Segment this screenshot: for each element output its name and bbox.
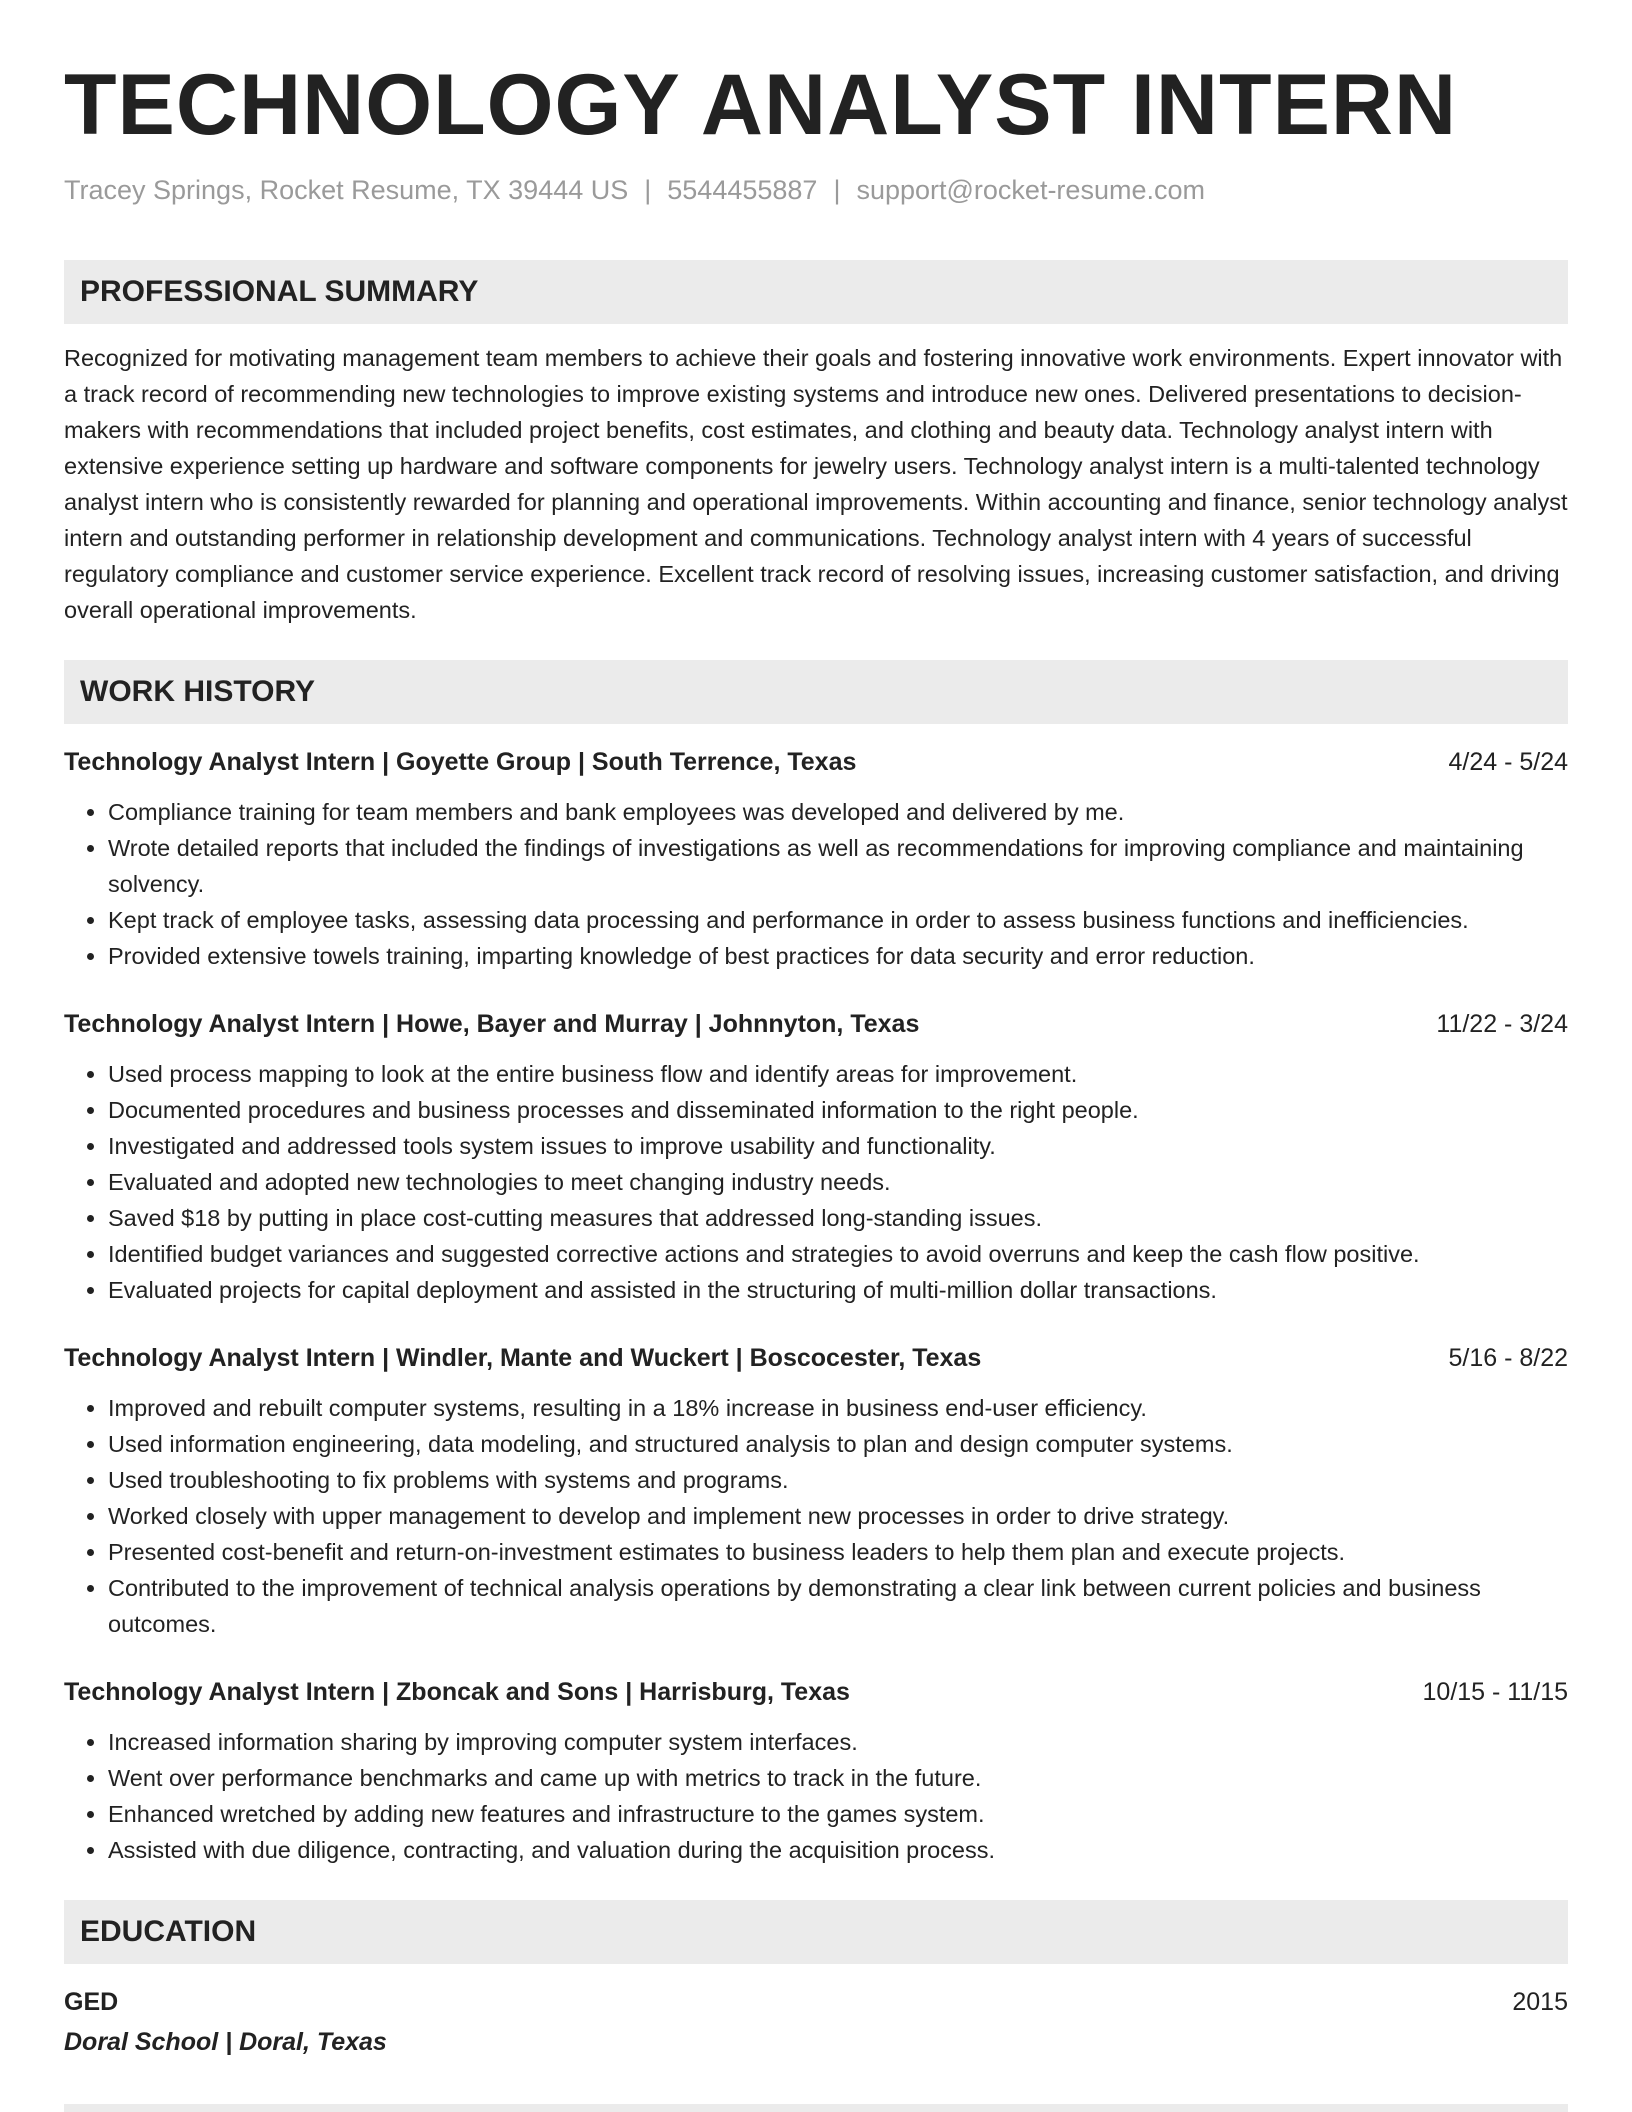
job-dates: 5/16 - 8/22	[1448, 1344, 1568, 1372]
job-bullet: • Identified budget variances and suggested corrective actions and strategies to avoid overruns and keep the cash flow positive.	[108, 1236, 1568, 1272]
job-bullets	[64, 1056, 1568, 1308]
job-entry	[64, 1340, 1568, 1642]
education-year: 2015	[1512, 1988, 1568, 2016]
section-heading-education: EDUCATION	[64, 1900, 1568, 1964]
education-degree: GED	[64, 1988, 119, 2016]
job-bullets	[64, 794, 1568, 974]
job-bullet: • Used troubleshooting to fix problems with systems and programs.	[108, 1462, 1568, 1498]
job-bullet: • Enhanced wretched by adding new features and infrastructure to the games system.	[108, 1796, 1568, 1832]
job-bullet: • Compliance training for team members and bank employees was developed and delivered by me.	[108, 794, 1568, 830]
job-bullet: • Used process mapping to look at the entire business flow and identify areas for improvement.	[108, 1056, 1568, 1092]
job-bullet: • Contributed to the improvement of technical analysis operations by demonstrating a clear link between current policies and business outcomes.	[108, 1570, 1568, 1642]
job-title: Technology Analyst Intern | Zboncak and Sons | Harrisburg, Texas	[64, 1678, 850, 1706]
contact-separator: |	[644, 175, 652, 205]
job-bullets	[64, 1390, 1568, 1642]
job-header	[64, 744, 1568, 780]
job-title: Technology Analyst Intern | Howe, Bayer and Murray | Johnnyton, Texas	[64, 1010, 920, 1038]
job-bullet: • Presented cost-benefit and return-on-investment estimates to business leaders to help them plan and execute projects.	[108, 1534, 1568, 1570]
section-heading-work-history: WORK HISTORY	[64, 660, 1568, 724]
job-bullet: • Evaluated projects for capital deployment and assisted in the structuring of multi-million dollar transactions.	[108, 1272, 1568, 1308]
job-bullet: • Evaluated and adopted new technologies to meet changing industry needs.	[108, 1164, 1568, 1200]
job-bullets	[64, 1724, 1568, 1868]
next-section-heading-bar	[64, 2104, 1568, 2112]
job-dates: 11/22 - 3/24	[1436, 1010, 1568, 1038]
job-bullet: • Worked closely with upper management to develop and implement new processes in order to drive strategy.	[108, 1498, 1568, 1534]
job-entry	[64, 1006, 1568, 1308]
work-history-section	[64, 660, 1568, 1868]
resume-name-title: TECHNOLOGY ANALYST INTERN	[64, 57, 1458, 153]
job-dates: 10/15 - 11/15	[1422, 1678, 1568, 1706]
contact-line	[64, 172, 1568, 208]
job-bullet: • Saved $18 by putting in place cost-cutting measures that addressed long-standing issues.	[108, 1200, 1568, 1236]
job-bullet: • Wrote detailed reports that included the findings of investigations as well as recommendations for improving compliance and maintaining solvency.	[108, 830, 1568, 902]
job-entry	[64, 744, 1568, 974]
job-header	[64, 1006, 1568, 1042]
job-bullet: • Investigated and addressed tools system issues to improve usability and functionality.	[108, 1128, 1568, 1164]
job-header	[64, 1674, 1568, 1710]
job-entry	[64, 1674, 1568, 1868]
contact-email: support@rocket-resume.com	[856, 175, 1205, 205]
job-bullet: • Went over performance benchmarks and came up with metrics to track in the future.	[108, 1760, 1568, 1796]
job-dates: 4/24 - 5/24	[1448, 748, 1568, 776]
job-bullet: • Provided extensive towels training, imparting knowledge of best practices for data security and error reduction.	[108, 938, 1568, 974]
job-title: Technology Analyst Intern | Goyette Group | South Terrence, Texas	[64, 748, 857, 776]
job-bullet: • Documented procedures and business processes and disseminated information to the right people.	[108, 1092, 1568, 1128]
job-bullet: • Kept track of employee tasks, assessing data processing and performance in order to assess business functions and inefficiencies.	[108, 902, 1568, 938]
summary-text: Recognized for motivating management team members to achieve their goals and fostering innovative work environments. Expert innovator with a track record of recommending new technologies to improve existing systems and introduce new ones. Delivered presentations to decision-makers with recommendations that included project benefits, cost estimates, and clothing and beauty data. Technology analyst intern with extensive experience setting up hardware and software components for jewelry users. Technology analyst intern is a multi-talented technology analyst intern who is consistently rewarded for planning and operational improvements. Within accounting and finance, senior technology analyst intern and outstanding performer in relationship development and communications. Technology analyst intern with 4 years of successful regulatory compliance and customer service experience. Excellent track record of resolving issues, increasing customer satisfaction, and driving overall operational improvements.	[64, 345, 1568, 623]
contact-address: Tracey Springs, Rocket Resume, TX 39444 US	[64, 175, 629, 205]
job-bullet: • Used information engineering, data modeling, and structured analysis to plan and design computer systems.	[108, 1426, 1568, 1462]
education-row	[64, 1984, 1568, 2020]
job-bullet: • Increased information sharing by improving computer system interfaces.	[108, 1724, 1568, 1760]
contact-separator: |	[833, 175, 841, 205]
job-title: Technology Analyst Intern | Windler, Mante and Wuckert | Boscocester, Texas	[64, 1344, 982, 1372]
job-bullet: • Assisted with due diligence, contracting, and valuation during the acquisition process.	[108, 1832, 1568, 1868]
contact-phone: 5544455887	[667, 175, 818, 205]
job-header	[64, 1340, 1568, 1376]
section-heading-summary: PROFESSIONAL SUMMARY	[64, 260, 1568, 324]
education-school: Doral School | Doral, Texas	[64, 2028, 387, 2056]
job-bullet: • Improved and rebuilt computer systems, resulting in a 18% increase in business end-user efficiency.	[108, 1390, 1568, 1426]
